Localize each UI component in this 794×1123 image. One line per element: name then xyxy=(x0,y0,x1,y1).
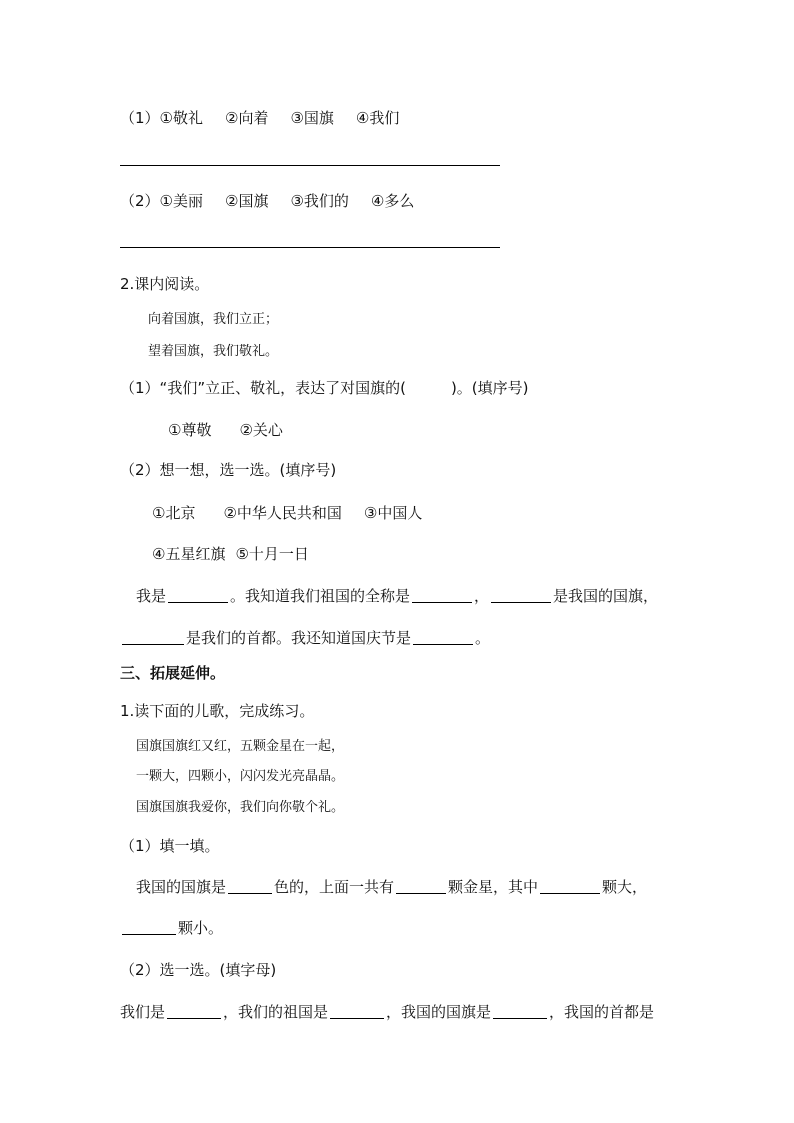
blank-field[interactable] xyxy=(540,878,600,894)
blank-field[interactable] xyxy=(491,587,551,603)
choice-option: ②关心 xyxy=(239,421,283,439)
word-option: ④多么 xyxy=(370,192,415,210)
choice-option: ①北京 xyxy=(152,504,196,522)
fill-line-5: 我们是 ，我们的祖国是 ，我国的国旗是 ，我国的首都是 xyxy=(120,1003,655,1021)
choice-option: ②中华人民共和国 xyxy=(223,504,342,522)
fill-line-1: 我是 。我知道我们祖国的全称是 ， 是我国的国旗， xyxy=(136,587,659,605)
word-option: ④我们 xyxy=(355,109,400,127)
blank-field[interactable] xyxy=(168,587,228,603)
word-option: ②国旗 xyxy=(225,192,269,210)
fill-line-4: 颗小。 xyxy=(120,918,223,938)
word-option: ①美丽 xyxy=(159,192,203,210)
reading-q1-text: （1）“我们”立正、敬礼，表达了对国旗的( )。(填序号) xyxy=(120,379,529,397)
reading-q1-options xyxy=(168,420,283,440)
reading-q2-options-row2 xyxy=(152,544,309,564)
word-option: ③国旗 xyxy=(290,109,334,127)
choice-option: ③中国人 xyxy=(363,504,423,522)
blank-field[interactable] xyxy=(228,878,272,894)
blank-field[interactable] xyxy=(122,919,176,935)
poem-line: 向着国旗，我们立正； xyxy=(148,312,279,327)
fill-line-3: 我国的国旗是 色的，上面一共有 颗金星，其中 颗大， xyxy=(136,878,648,896)
q2-number: （2） xyxy=(120,192,160,210)
word-option: ①敬礼 xyxy=(159,109,203,127)
poem-line: 国旗国旗红又红，五颗金星在一起， xyxy=(136,739,345,754)
reorder-q1 xyxy=(120,108,399,128)
answer-line-2[interactable] xyxy=(120,247,500,248)
poem-line: 一颗大，四颗小，闪闪发光亮晶晶。 xyxy=(136,769,345,784)
blank-field[interactable] xyxy=(122,629,184,645)
blank-field[interactable] xyxy=(396,878,446,894)
q1-number: （1） xyxy=(120,109,160,127)
blank-field[interactable] xyxy=(330,1003,384,1019)
word-option: ③我们的 xyxy=(290,192,349,210)
reading-q2-text: （2）想一想，选一选。(填序号) xyxy=(120,461,337,479)
word-option: ②向着 xyxy=(225,109,269,127)
reading-title: 2.课内阅读。 xyxy=(120,275,210,293)
blank-field[interactable] xyxy=(167,1003,221,1019)
section-3-q1-title: 1.读下面的儿歌，完成练习。 xyxy=(120,702,315,720)
blank-field[interactable] xyxy=(412,587,472,603)
blank-field[interactable] xyxy=(493,1003,547,1019)
answer-line-1[interactable] xyxy=(120,165,500,166)
choice-option: ④五星红旗 xyxy=(152,545,226,563)
poem-line: 望着国旗，我们敬礼。 xyxy=(148,344,279,359)
poem-line: 国旗国旗我爱你，我们向你敬个礼。 xyxy=(136,800,345,815)
section-3-q1-text: （1）填一填。 xyxy=(120,837,220,855)
fill-line-2: 是我们的首都。我还知道国庆节是 。 xyxy=(120,628,490,648)
choice-option: ⑤十月一日 xyxy=(235,545,309,563)
section-3-title: 三、拓展延伸。 xyxy=(120,664,226,682)
section-3-q2-text: （2）选一选。(填字母) xyxy=(120,961,277,979)
reading-q2-options-row1 xyxy=(152,503,422,523)
reorder-q2 xyxy=(120,191,414,211)
choice-option: ①尊敬 xyxy=(168,421,212,439)
blank-field[interactable] xyxy=(413,629,473,645)
